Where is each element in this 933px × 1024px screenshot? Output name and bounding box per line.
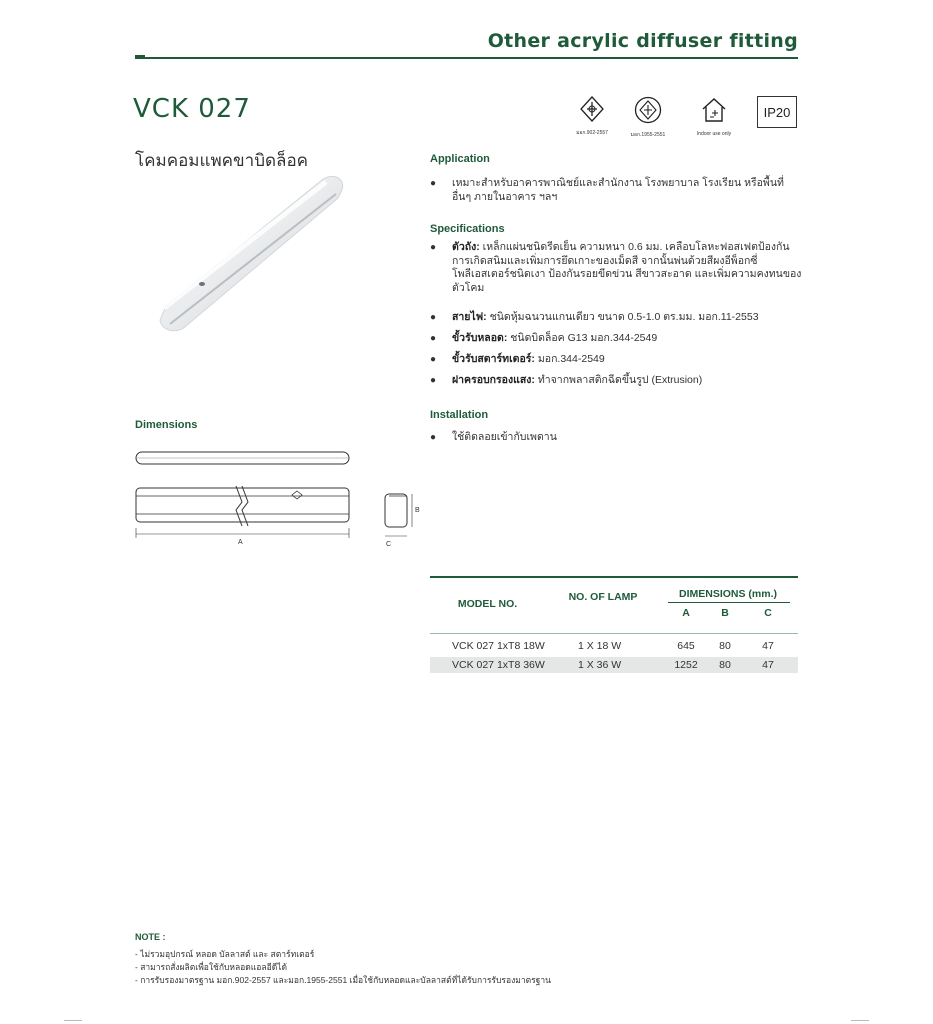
- dimension-label-b: B: [415, 507, 420, 514]
- table-header-b: B: [721, 607, 729, 619]
- spec-label: ขั้วรับสตาร์ทเตอร์:: [452, 353, 535, 365]
- spec-label: ตัวถัง:: [452, 241, 480, 253]
- spec-text: ชนิดบิดล็อค G13 มอก.344-2549: [507, 332, 658, 344]
- spec-text: ชนิดหุ้มฉนวนแกนเดียว ขนาด 0.5-1.0 ตร.มม. มอก.11-2553: [486, 311, 759, 323]
- bullet-icon: ●: [430, 432, 437, 443]
- cert-caption: Indoor use only: [696, 131, 732, 137]
- note-line: - ไม่รวมอุปกรณ์ หลอด บัลลาสต์ และ สตาร์ทเตอร์: [135, 949, 315, 959]
- cell-model: VCK 027 1xT8 18W: [452, 640, 545, 652]
- header-rule: [135, 57, 798, 59]
- bullet-icon: ●: [430, 375, 437, 386]
- table-header-dimensions: DIMENSIONS (mm.): [678, 588, 777, 600]
- table-row: [430, 657, 798, 673]
- table-header-a: A: [682, 607, 690, 619]
- note-heading: NOTE :: [135, 932, 166, 942]
- cert-tis-1955: [626, 96, 670, 139]
- bullet-icon: ●: [430, 354, 437, 365]
- installation-heading: Installation: [430, 409, 489, 421]
- bullet-icon: ●: [430, 312, 437, 323]
- spec-text: เหล็กแผ่นชนิดรีดเย็น ความหนา 0.6 มม. เคลือบโลหะฟอสเฟตป้องกันการเกิดสนิมและเพิ่มการยึดเกาะของเม็ดสี จากนั้นพ่นด้วยสีผงอีพ็อกซี่โพลีเอสเตอร์ชนิดเงา ป้องกันรอยขีดข่วน สีขาวสะอาด และเพิ่มความคงทนของตัวโคม: [452, 241, 802, 294]
- dimension-label-a: A: [238, 539, 243, 546]
- cell-lamp: 1 X 36 W: [578, 659, 622, 671]
- dimension-label-c: C: [386, 541, 392, 548]
- bullet-icon: ●: [430, 333, 437, 344]
- cell-lamp: 1 X 18 W: [578, 640, 622, 652]
- product-model: VCK 027: [133, 94, 251, 124]
- note-line: - สามารถสั่งผลิตเพื่อใช้กับหลอดแอลอีดีได้: [135, 962, 288, 972]
- product-description: โคมคอมแพคขาบิดล็อค: [135, 151, 309, 170]
- dimension-drawing: [132, 448, 422, 552]
- bullet-icon: ●: [430, 178, 437, 189]
- cell-b: 80: [719, 659, 731, 671]
- table-row: [430, 638, 798, 654]
- cert-caption: มอก.1955-2551: [630, 132, 666, 138]
- footer-rule-left: [64, 1020, 82, 1021]
- note-line: - การรับรองมาตรฐาน มอก.902-2557 และมอก.1955-2551 เมื่อใช้กับหลอดและบัลลาสต์ที่ได้รับการรับรองมาตรฐาน: [135, 975, 551, 985]
- spec-text: มอก.344-2549: [534, 353, 605, 365]
- cell-model: VCK 027 1xT8 36W: [452, 659, 545, 671]
- footer-rule-right: [851, 1020, 869, 1021]
- cell-c: 47: [762, 659, 774, 671]
- cell-c: 47: [762, 640, 774, 652]
- bullet-icon: ●: [430, 242, 437, 253]
- indoor-use-house-icon: [700, 96, 728, 124]
- table-header-lamp: NO. OF LAMP: [568, 591, 638, 603]
- spec-label: สายไฟ:: [452, 311, 487, 323]
- dimensions-heading: Dimensions: [135, 419, 198, 431]
- header-rule-mark: [135, 55, 145, 59]
- page-header-title: Other acrylic diffuser fitting: [487, 30, 798, 52]
- tis-standard-mark-icon: [580, 96, 604, 122]
- application-item-text: เหมาะสำหรับอาคารพาณิชย์และสำนักงาน โรงพยาบาล โรงเรียน หรือพื้นที่อื่นๆ ภายในอาคาร ฯลฯ: [452, 177, 784, 203]
- cell-a: 645: [677, 640, 695, 652]
- cert-tis-902: [570, 96, 614, 137]
- table-header-rule: [668, 602, 790, 603]
- tis-certified-mark-icon: [634, 96, 662, 124]
- table-rule: [430, 633, 798, 634]
- ip-rating-badge: IP20: [757, 96, 797, 128]
- specifications-heading: Specifications: [430, 223, 505, 235]
- product-photo: [150, 168, 350, 343]
- spec-label: ขั้วรับหลอด:: [452, 332, 508, 344]
- application-heading: Application: [430, 153, 490, 165]
- cell-a: 1252: [674, 659, 698, 671]
- spec-label: ฝาครอบกรองแสง:: [452, 374, 535, 386]
- spec-text: ทำจากพลาสติกฉีดขึ้นรูป (Extrusion): [534, 374, 703, 386]
- cert-indoor-use: [692, 96, 736, 137]
- installation-item-text: ใช้ติดลอยเข้ากับเพดาน: [452, 431, 557, 443]
- table-header-model: MODEL NO.: [457, 598, 518, 610]
- table-header-c: C: [764, 607, 772, 619]
- cert-caption: มอก.902-2557: [576, 130, 608, 136]
- cell-b: 80: [719, 640, 731, 652]
